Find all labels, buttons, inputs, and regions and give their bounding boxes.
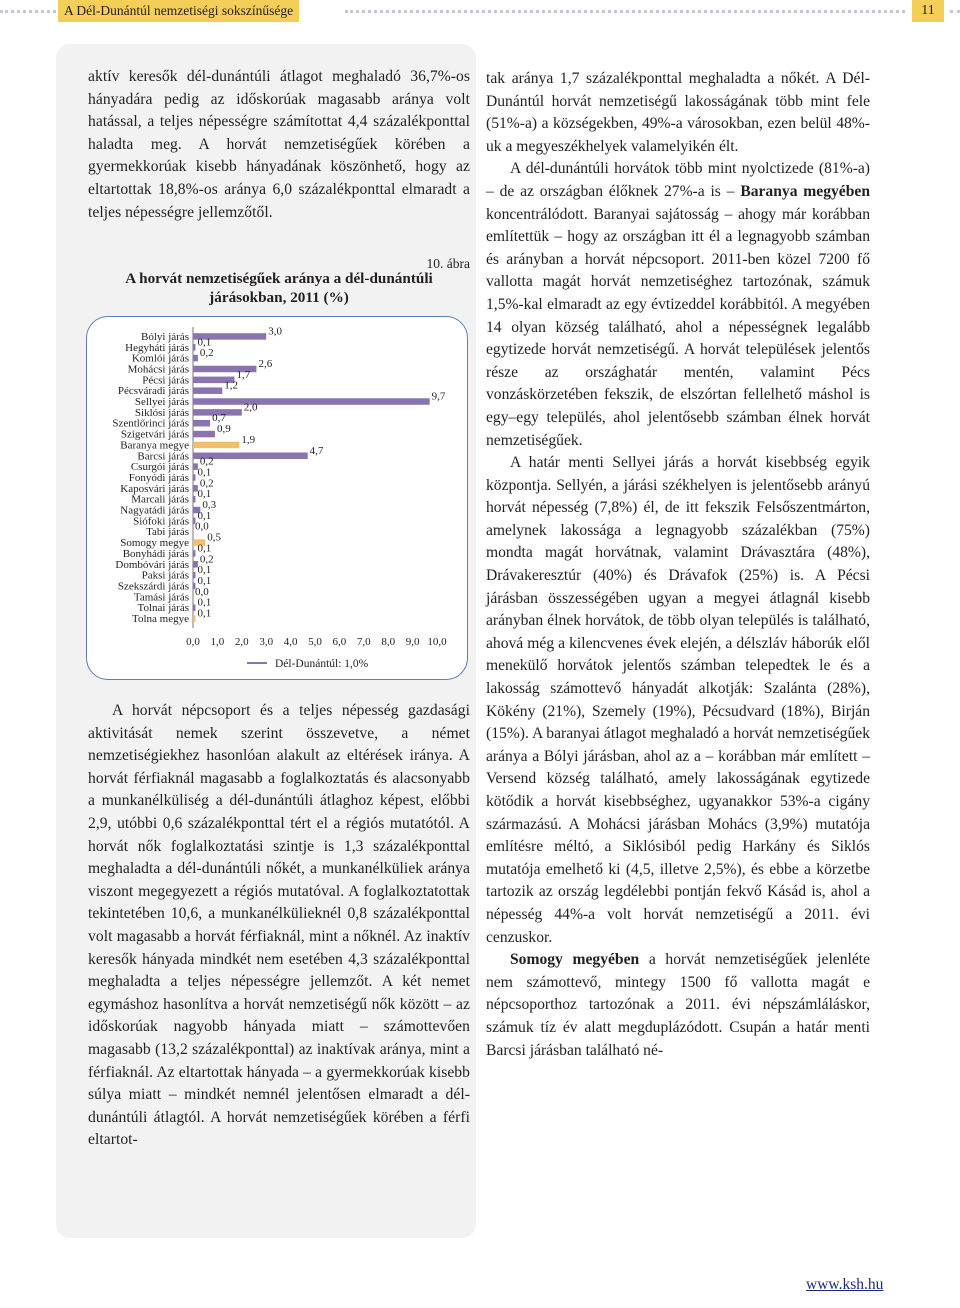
- page-number: 11: [912, 0, 944, 22]
- category-label: Bonyhádi járás: [122, 547, 189, 560]
- district-bar: [193, 355, 198, 362]
- value-label: 0,2: [199, 477, 214, 490]
- value-label: 1,9: [241, 433, 256, 446]
- right-column: [486, 68, 870, 1062]
- value-label: 0,3: [202, 499, 217, 512]
- header-dots-left: [0, 10, 56, 13]
- category-label: Mohácsi járás: [127, 363, 189, 376]
- district-bar: [193, 496, 195, 503]
- intro-paragraph: aktív keresők dél-dunántúli átlagot meghaladó 36,7%-os hányadára pedig az időskorúak magasabb aránya volt hatással, a teljes népességre számítottat 4,4 százalékponttal haladta meg. A horvát nemzetiségűek körében a gyermekkorúak kisebb hányadának köszönhető, hogy az eltartottak 18,8%-os aránya 6,0 százalékponttal elmaradt a teljes népességre jellemzőtől.: [88, 68, 470, 221]
- district-bar: [193, 474, 195, 481]
- baranya-highlight: Baranya megyében: [740, 182, 870, 200]
- category-label: Hegyháti járás: [125, 341, 189, 354]
- district-bar: [193, 420, 210, 427]
- value-label: 0,2: [199, 347, 214, 360]
- category-label: Siófoki járás: [133, 515, 189, 528]
- value-label: 0,2: [199, 553, 214, 566]
- district-bar: [193, 398, 430, 405]
- value-label: 0,1: [197, 607, 212, 620]
- right-paragraph-4: [486, 949, 870, 1062]
- value-label: 9,7: [431, 390, 446, 403]
- somogy-highlight: Somogy megyében: [510, 951, 640, 969]
- category-label: Pécsváradi járás: [117, 385, 189, 398]
- x-tick-label: 6,0: [332, 635, 347, 648]
- category-label: Paksi járás: [141, 569, 189, 582]
- category-label: Szigetvári járás: [120, 428, 189, 441]
- x-tick-label: 7,0: [356, 635, 371, 648]
- page-header: [0, 0, 960, 22]
- x-tick-label: 9,0: [405, 635, 420, 648]
- category-label: Dombóvári járás: [115, 558, 189, 571]
- value-label: 0,7: [212, 412, 226, 425]
- x-tick-label: 2,0: [234, 635, 249, 648]
- category-label: Somogy megye: [120, 537, 189, 550]
- category-label: Sellyei járás: [134, 396, 189, 409]
- county-bar: [193, 615, 195, 622]
- category-label: Nagyatádi járás: [120, 504, 189, 517]
- district-bar: [193, 604, 195, 611]
- value-label: 0,1: [197, 596, 212, 609]
- value-label: 0,1: [197, 542, 212, 555]
- category-label: Tolnai járás: [137, 602, 189, 615]
- category-label: Szentlőrinci járás: [112, 417, 189, 430]
- x-tick-label: 3,0: [259, 635, 274, 648]
- category-label: Komlói járás: [131, 352, 189, 365]
- right-paragraph-2: [486, 158, 870, 452]
- body-paragraph: A horvát népcsoport és a teljes népesség gazdasági aktivitását nemek szerint összevetve, a német nemzetiségiekhez hasonlóan alakult az eltérések iránya. A horvát férfiaknál magasabb a foglalkoztatás és alacsonyabb a munkanélküliség a dél-dunántúli átlaghoz képest, előbbi 2,9, utóbbi 0,6 százalékponttal tért el a régiós mutatótól. A horvát nők foglalkoztatási szintje is 1,3 százalékponttal meghaladta a dél-dunántúli nőkét, a munkanélküliek aránya viszont megegyezett a régiós mutatóval. A foglalkoztatottak tekintetében 10,6, a munkanélkülieknél 0,8 százalékponttal volt magasabb a horvát férfiaknál, mint a nőknél. Az inaktív keresők hányada mindkét nem esetében 4,3 százalékponttal meghaladta a teljes népességre jellemzőt. A két nemet egymáshoz hasonlítva a horvát nemzetiségű nők között – az időskorúak nagyobb hányada miatt – számottevően magasabb (13,2 százalékponttal) az inaktívak aránya, mint a férfiaknál. Az eltartottak hányada – a gyermekkorúak kisebb súlya miatt – mindkét nemnél jelentősen elmaradt a dél-dunántúli átlagtól. A horvát nemzetiségűek körében a férfi eltartot-: [88, 702, 470, 1149]
- category-label: Barcsi járás: [137, 450, 189, 463]
- category-label: Pécsi járás: [142, 374, 189, 387]
- bar-chart: [87, 317, 467, 679]
- category-label: Siklósi járás: [134, 406, 189, 419]
- running-title: A Dél-Dunántúl nemzetiségi sokszínűsége: [58, 0, 299, 22]
- category-label: Szekszárdi járás: [117, 580, 189, 593]
- x-tick-label: 1,0: [210, 635, 225, 648]
- right-paragraph-2-start: A dél-dunántúli horvátok több mint nyolctizede (81%-a) – de az országban élőknek 27%-a is –: [486, 160, 870, 200]
- category-label: Tabi járás: [146, 526, 189, 539]
- category-label: Fonyódi járás: [128, 471, 189, 484]
- value-label: 0,2: [199, 455, 214, 468]
- x-tick-label: 0,0: [186, 635, 200, 648]
- category-label: Kaposvári járás: [120, 482, 189, 495]
- right-paragraph-4-rest: a horvát nemzetiségűek jelenléte nem számottevő, mintegy 1500 fő vallotta magát e népcsoporthoz tartozónak a 2011. évi népszámláláskor, számuk tíz év alatt megduplázódott. Csupán a határ menti Barcsi járásban található né-: [486, 951, 870, 1059]
- value-label: 0,1: [197, 488, 212, 501]
- header-dots-middle: [345, 10, 905, 13]
- value-label: 2,0: [243, 401, 258, 414]
- value-label: 0,0: [195, 585, 209, 598]
- category-label: Baranya megye: [120, 439, 189, 452]
- district-bar: [193, 550, 195, 557]
- right-paragraph-1: tak aránya 1,7 százalékponttal meghaladta a nőkét. A Dél-Dunántúl horvát nemzetiségű lakosságának több mint fele (51%-a) a községekben, 49%-a városokban, ezen belül 48%-uk a megyeszékhelyek valamelyikén élt.: [486, 70, 870, 155]
- category-label: Marcali járás: [131, 493, 189, 506]
- district-bar: [193, 431, 215, 438]
- value-label: 0,1: [197, 336, 212, 349]
- value-label: 3,0: [268, 325, 282, 338]
- value-label: 1,7: [236, 368, 251, 381]
- value-label: 0,5: [207, 531, 221, 544]
- figure-number: 10. ábra: [426, 256, 470, 271]
- category-label: Bólyi járás: [141, 330, 189, 343]
- x-tick-label: 8,0: [381, 635, 396, 648]
- value-label: 0,1: [197, 466, 212, 479]
- figure-title: A horvát nemzetiségűek aránya a dél-dunántúli járásokban, 2011 (%): [125, 270, 433, 306]
- value-label: 4,7: [309, 444, 324, 457]
- district-bar: [193, 387, 222, 394]
- value-label: 0,0: [195, 520, 209, 533]
- value-label: 0,1: [197, 574, 212, 587]
- reference-legend-label: Dél-Dunántúl: 1,0%: [275, 657, 369, 670]
- category-label: Csurgói járás: [130, 461, 189, 474]
- x-tick-label: 10,0: [427, 635, 447, 648]
- value-label: 0,1: [197, 509, 212, 522]
- district-bar: [193, 572, 195, 579]
- x-tick-label: 4,0: [283, 635, 298, 648]
- right-paragraph-3: A határ menti Sellyei járás a horvát kisebbség egyik központja. Sellyén, a járási székhelyen is jelentősebb arányú horvát népesség (7,8%) él, de itt fekszik Felsőszentmárton, amelynek lakossága a legnagyobb százalékban (75%) mondta magát horvátnak, valamint Drávasztára (48%), Drávakeresztúr (40%) és Drávafok (25%) is. A Pécsi járásban összességében ugyan a megyei átlagnál kisebb arányban élnek horvátok, de több olyan település is található, ahová még a kilencvenes évek elején, a délszláv háborúk elől menekülő horvátok jelentős számban telepedtek le és a lakosság számottevő hányadát alkotják: Szalánta (28%), Kökény (21%), Szemely (19%), Pécsudvard (18%), Birján (15%). A baranyai átlagot meghaladó a horvát nemzetiségűek aránya a Bólyi járásban, ahol az a – korábban már említett – Versend község található, amely lakosságának egytizede kötődik a horvát kisebbséghez, ugyanakkor 53%-a cigány származású. A Mohácsi járásban Mohács (3,9%) mutatója említésre méltó, a Siklósiból pedig Harkány és Siklós mutatója emelhető ki (4,5, illetve 2,5%), és ebbe a körzetbe tartozik az ország legdélebbi pontján fekvő Kásád is, ahol a népesség 44%-a volt horvát nemzetiségű a 2011. évi cenzuskor.: [486, 454, 870, 946]
- value-label: 1,2: [224, 379, 239, 392]
- category-label: Tolna megye: [132, 613, 189, 626]
- right-paragraph-2-rest: koncentrálódott. Baranyai sajátosság – ahogy már korábban említettük – hogy az országban itt él a legnagyobb számban és arányban a horvát népcsoport. 2011-ben közel 7200 fő vallotta magát horvát nemzetiséghez tartozónak, számuk 1,5%-kal elmaradt az egy évtizeddel korábbitól. A megyében 14 olyan község található, ahol a népességnek legalább egytizede horvát nemzetiségű. A horvát települések jelentős része az országhatár mentén, valamint Pécs vonzáskörzetében fekszik, de elszórtan fellelhető máshol is egy–egy település, ahol jelentősebb számban élnek horvát nemzetiségűek.: [486, 205, 870, 449]
- x-tick-label: 5,0: [308, 635, 322, 648]
- value-label: 2,6: [258, 357, 273, 370]
- header-dots-right: [950, 10, 960, 13]
- category-label: Tamási járás: [133, 591, 189, 604]
- value-label: 0,1: [197, 564, 212, 577]
- value-label: 0,9: [216, 423, 231, 436]
- footer-link[interactable]: www.ksh.hu: [806, 1276, 884, 1293]
- county-bar: [193, 442, 239, 449]
- district-bar: [193, 344, 195, 351]
- chart-container: [86, 316, 468, 680]
